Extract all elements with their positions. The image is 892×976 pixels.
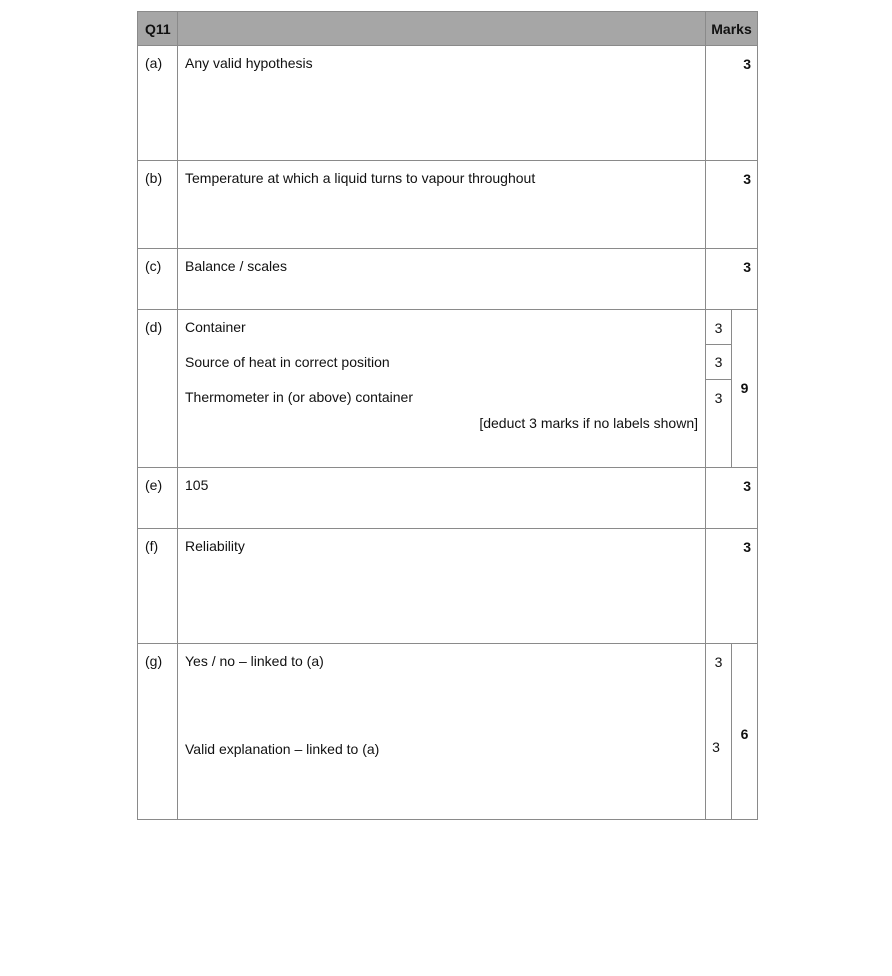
part-label: (g): [138, 644, 178, 820]
mark-value: 3: [706, 161, 758, 249]
mark-value: 3: [706, 46, 758, 161]
answer-cell: [178, 310, 706, 468]
sub-marks-cell: [706, 644, 732, 820]
answer-text: Temperature at which a liquid turns to vapour throughout: [178, 161, 706, 249]
sub-mark: 3: [706, 345, 731, 380]
mark-value: 3: [706, 529, 758, 644]
part-label: (c): [138, 249, 178, 310]
header-row: [138, 12, 758, 46]
answer-line: Valid explanation – linked to (a): [185, 741, 380, 757]
marks-header: Marks: [706, 12, 758, 46]
part-label: (d): [138, 310, 178, 468]
sub-mark: 3: [714, 390, 723, 406]
answer-text: 105: [178, 468, 706, 529]
table-row: [138, 46, 758, 161]
mark-value: 3: [706, 249, 758, 310]
total-mark: 6: [732, 644, 758, 820]
table-row: [138, 161, 758, 249]
sub-mark: 3: [706, 310, 731, 345]
answer-text: Balance / scales: [178, 249, 706, 310]
table-row: [138, 468, 758, 529]
total-mark: 9: [732, 310, 758, 468]
sub-mark: 3: [714, 654, 723, 670]
part-label: (b): [138, 161, 178, 249]
part-label: (e): [138, 468, 178, 529]
answer-line: Thermometer in (or above) container: [185, 389, 413, 405]
part-label: (a): [138, 46, 178, 161]
answer-line: Yes / no – linked to (a): [185, 653, 324, 669]
sub-marks-cell: [706, 310, 732, 468]
table-row: [138, 310, 758, 468]
table-row: [138, 644, 758, 820]
answer-text: Reliability: [178, 529, 706, 644]
answer-line: Container: [185, 319, 246, 335]
mark-value: 3: [706, 468, 758, 529]
question-number: Q11: [138, 12, 178, 46]
deduction-note: [deduct 3 marks if no labels shown]: [479, 415, 698, 431]
answer-line: Source of heat in correct position: [185, 354, 390, 370]
part-label: (f): [138, 529, 178, 644]
header-blank: [178, 12, 706, 46]
table-row: [138, 529, 758, 644]
answer-cell: [178, 644, 706, 820]
sub-mark: 3: [712, 739, 720, 755]
answer-text: Any valid hypothesis: [178, 46, 706, 161]
table-row: [138, 249, 758, 310]
mark-scheme-table: [137, 11, 758, 820]
